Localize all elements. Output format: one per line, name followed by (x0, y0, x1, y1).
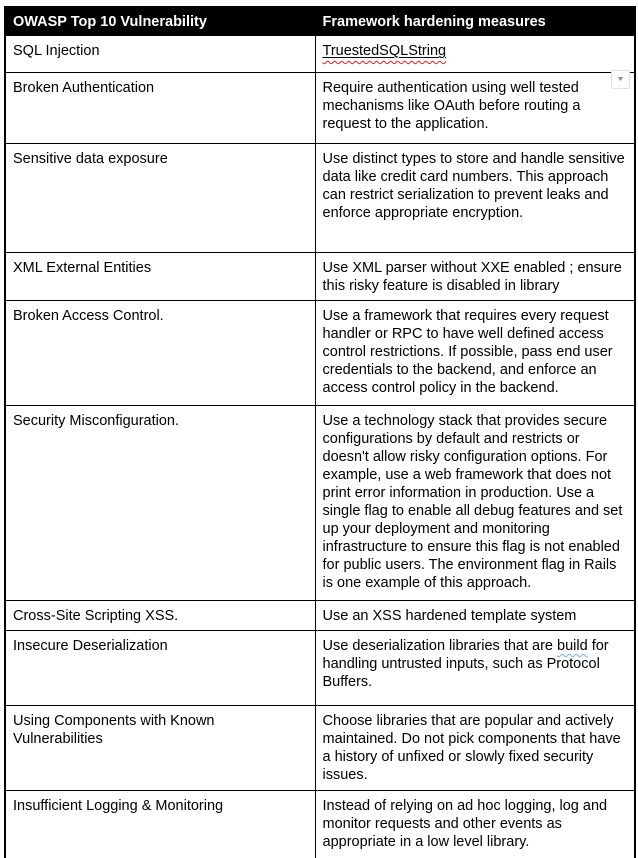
measure-text: for handling untrusted inputs, such as Protocol Buffers. (322, 638, 609, 690)
vulnerability-cell[interactable]: Cross-Site Scripting XSS. (5, 601, 315, 631)
measure-text: Use distinct types to store and handle sensitive data like credit card numbers. This approach can restrict serialization to prevent leaks and enforce appropriate encryption. (322, 151, 625, 221)
vulnerability-cell[interactable]: Using Components with Known Vulnerabilities (5, 706, 315, 791)
table-row (5, 631, 635, 706)
measure-text: Use deserialization libraries that are (322, 638, 558, 654)
table-row (5, 601, 635, 631)
underlined-text: TruestedSQLString (322, 43, 447, 59)
measure-text: Use XML parser without XXE enabled ; ensure this risky feature is disabled in library (322, 260, 622, 294)
table-row (5, 253, 635, 301)
vulnerability-cell[interactable]: Sensitive data exposure (5, 144, 315, 253)
table-row (5, 144, 635, 253)
table-row (5, 73, 635, 144)
grammar-flagged-word: build (557, 638, 588, 654)
measure-cell[interactable] (315, 301, 635, 406)
measure-text: Choose libraries that are popular and actively maintained. Do not pick components that have a history of unfixed or slowly fixed security issues. (322, 713, 621, 783)
measure-cell[interactable] (315, 631, 635, 706)
measure-cell[interactable] (315, 791, 635, 858)
vulnerability-cell[interactable]: SQL Injection (5, 36, 315, 73)
measure-cell[interactable] (315, 706, 635, 791)
measure-cell[interactable] (315, 406, 635, 601)
vulnerability-cell[interactable]: Broken Access Control. (5, 301, 315, 406)
dropdown-indicator-button[interactable] (611, 70, 630, 89)
header-cell-vulnerability[interactable]: OWASP Top 10 Vulnerability (5, 7, 315, 36)
header-row (5, 7, 635, 36)
table-row (5, 791, 635, 858)
measure-cell[interactable] (315, 253, 635, 301)
vulnerability-cell[interactable]: Broken Authentication (5, 73, 315, 144)
measure-cell[interactable] (315, 73, 635, 144)
measure-text: Use an XSS hardened template system (322, 608, 577, 624)
vulnerability-cell[interactable]: XML External Entities (5, 253, 315, 301)
table-body (5, 36, 635, 858)
measure-text: Require authentication using well tested mechanisms like OAuth before routing a request to the application. (322, 80, 581, 132)
measure-text: Use a framework that requires every request handler or RPC to have well defined access control restrictions. If possible, pass end user credentials to the backend, and enforce an access control policy in the backend. (322, 308, 613, 396)
table-row (5, 36, 635, 73)
chevron-down-icon: ▼ (615, 76, 626, 83)
measure-cell[interactable] (315, 144, 635, 253)
measure-cell[interactable] (315, 36, 635, 73)
header-cell-measures[interactable]: Framework hardening measures (315, 7, 635, 36)
table-row (5, 301, 635, 406)
vulnerability-cell[interactable]: Security Misconfiguration. (5, 406, 315, 601)
vulnerability-cell[interactable]: Insufficient Logging & Monitoring (5, 791, 315, 858)
misspelled-link-text (323, 43, 447, 59)
measure-text: Instead of relying on ad hoc logging, log and monitor requests and other events as appropriate in a low level library. (322, 798, 608, 850)
vulnerability-cell[interactable]: Insecure Deserialization (5, 631, 315, 706)
owasp-hardening-table (4, 6, 636, 858)
measure-cell[interactable] (315, 601, 635, 631)
table-row (5, 706, 635, 791)
table-row (5, 406, 635, 601)
measure-text: Use a technology stack that provides secure configurations by default and restricts or doesn't allow risky configuration options. For example, use a web framework that does not print error information in production. Use a single flag to enable all debug features and set up your deployment and monitoring infrastructure to ensure this flag is not enabled for public users. The environment flag in Rails is one example of this approach. (322, 413, 623, 591)
